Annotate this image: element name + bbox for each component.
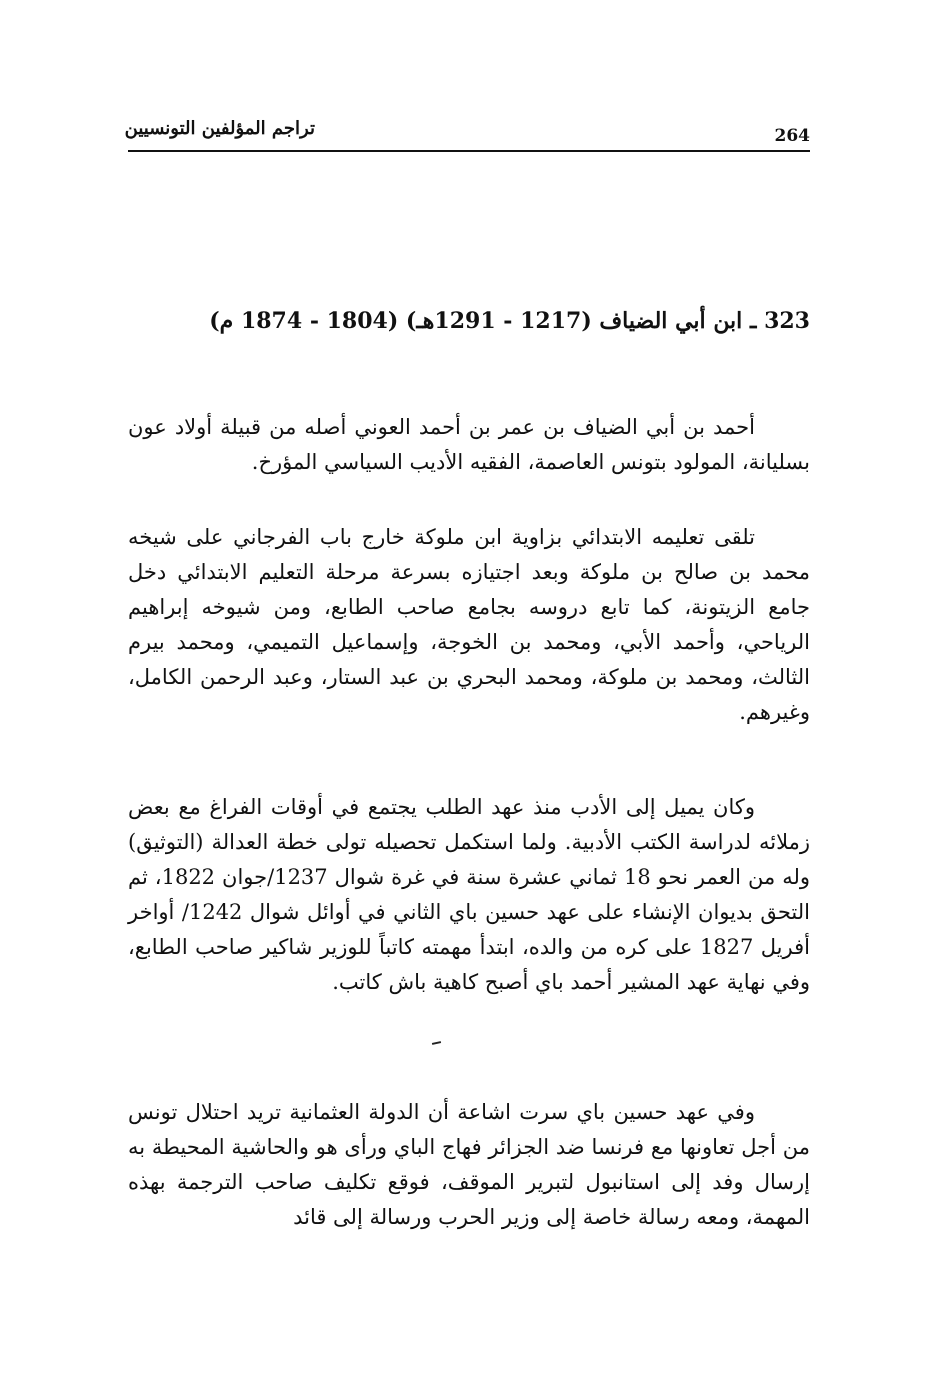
page-number: 264: [774, 126, 810, 146]
header-divider: [128, 150, 810, 152]
entry-title: 323 ـ ابن أبي الضياف (1217 - 1291هـ) (1804 - 1874 م): [209, 308, 810, 334]
header-title: تراجم المؤلفين التونسيين: [124, 118, 315, 139]
paragraph-2: تلقى تعليمه الابتدائي بزاوية ابن ملوكة خارج باب الفرجاني على شيخه محمد بن صالح بن ملوكة وبعد اجتيازه بسرعة مرحلة التعليم الابتدائي دخل جامع الزيتونة، كما تابع دروسه بجامع صاحب الطابع، ومن شيوخه إبراهيم الرياحي، وأحمد الأبي، ومحمد بن الخوجة، وإسماعيل التميمي، ومحمد بيرم الثالث، ومحمد بن ملوكة، ومحمد البحري بن عبد الستار، وعبد الرحمن الكامل، وغيرهم.: [128, 525, 810, 724]
print-speck: [432, 1041, 441, 1045]
paragraph-3: وكان يميل إلى الأدب منذ عهد الطلب يجتمع في أوقات الفراغ مع بعض زملائه لدراسة الكتب الأدبية. ولما استكمل تحصيله تولى خطة العدالة (التوثيق) وله من العمر نحو 18 ثماني عشرة سنة في غرة شوال 1237/جوان 1822، ثم التحق بديوان الإنشاء على عهد حسين باي الثاني في أوائل شوال 1242/ أواخر أفريل 1827 على كره من والده، ابتدأ مهمته كاتباً للوزير شاكير صاحب الطابع، وفي نهاية عهد المشير أحمد باي أصبح كاهية باش كاتب.: [128, 795, 811, 994]
paragraph-1: أحمد بن أبي الضياف بن عمر بن أحمد العوني أصله من قبيلة أولاد عون بسليانة، المولود بتونس العاصمة، الفقيه الأديب السياسي المؤرخ.: [128, 415, 810, 474]
running-header: [124, 112, 810, 152]
paragraph-4: وفي عهد حسين باي سرت اشاعة أن الدولة العثمانية تريد احتلال تونس من أجل تعاونها مع فرنسا ضد الجزائر فهاج الباي ورأى هو والحاشية المحيطة به إرسال وفد إلى استانبول لتبرير الموقف، فوقع تكليف صاحب الترجمة بهذه المهمة، ومعه رسالة خاصة إلى وزير الحرب ورسالة إلى قائد: [128, 1100, 810, 1229]
